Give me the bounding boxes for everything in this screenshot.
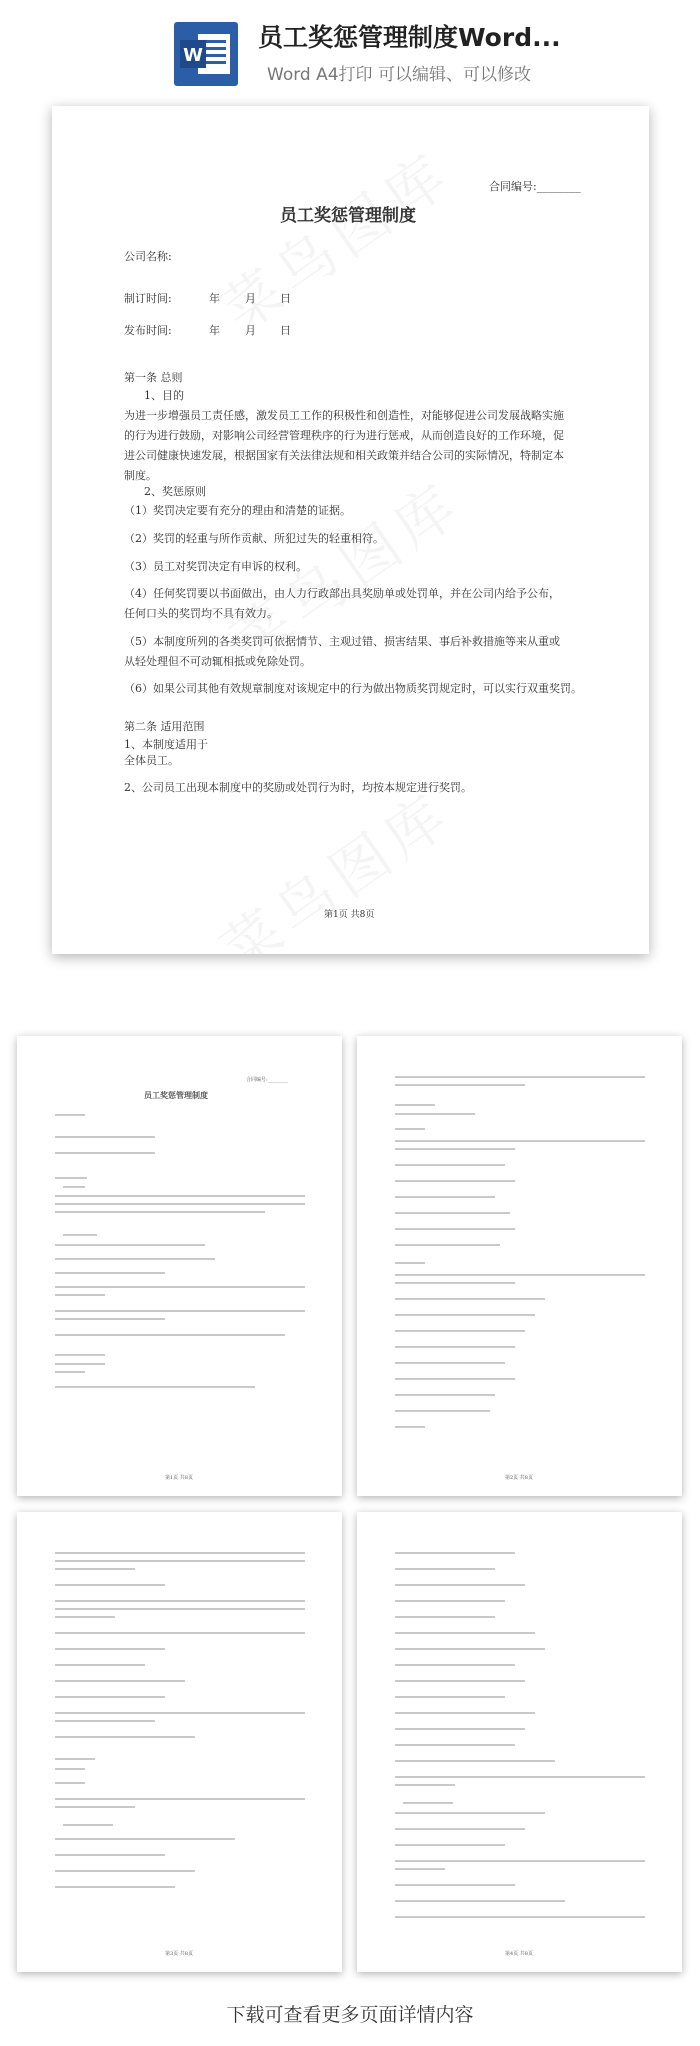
month-label: 月 xyxy=(245,324,256,337)
thumb-page-number: 第2页 共8页 xyxy=(505,1475,533,1481)
subsection-heading: 1、目的 xyxy=(144,389,184,402)
subsection-heading: 2、奖惩原则 xyxy=(144,485,206,498)
list-item: 1、本制度适用于 xyxy=(124,738,208,751)
thumb-contract-no: 合同编号:________ xyxy=(246,1077,288,1083)
thumb-title: 员工奖惩管理制度 xyxy=(144,1090,208,1100)
thumb-page-number: 第3页 共8页 xyxy=(165,1951,193,1957)
list-item: （2）奖罚的轻重与所作贡献、所犯过失的轻重相符。 xyxy=(124,532,384,545)
page-thumbnail-3 xyxy=(17,1512,342,1972)
list-item: （1）奖罚决定要有充分的理由和清楚的证据。 xyxy=(124,504,351,517)
company-name-label: 公司名称: xyxy=(124,250,172,263)
page-thumbnail-2 xyxy=(357,1036,682,1496)
list-item: （4）任何奖罚要以书面做出，由人力行政部出具奖励单或处罚单，并在公司内给予公布，任何口头的奖罚均不具有效力。 xyxy=(124,587,560,620)
made-time-label: 制订时间: xyxy=(124,292,172,305)
publish-time-label: 发布时间: xyxy=(124,324,172,337)
watermark xyxy=(202,128,466,348)
document-title: 员工奖惩管理制度Word... xyxy=(258,23,561,52)
page-title: 员工奖惩管理制度 xyxy=(280,206,416,226)
header xyxy=(0,0,700,96)
watermark xyxy=(202,768,466,954)
list-item: （6）如果公司其他有效规章制度对该规定中的行为做出物质奖罚规定时，可以实行双重奖罚。 xyxy=(124,682,582,695)
list-item: 全体员工。 xyxy=(124,754,179,767)
svg-text:W: W xyxy=(183,45,203,66)
contract-number: 合同编号:________ xyxy=(489,180,581,193)
list-item: （5）本制度所列的各类奖罚可依据情节、主观过错、损害结果、事后补救措施等来从重或从轻处理但不可动辄相抵或免除处罚。 xyxy=(124,635,560,668)
thumb-page-number: 第1页 共8页 xyxy=(165,1475,193,1481)
download-more-text: 下载可查看更多页面详情内容 xyxy=(226,2004,474,2026)
thumb-page-number: 第4页 共8页 xyxy=(505,1951,533,1957)
month-label: 月 xyxy=(245,292,256,305)
document-page-preview xyxy=(52,106,649,954)
page-thumbnail-1 xyxy=(17,1036,342,1496)
page-thumbnail-4 xyxy=(357,1512,682,1972)
list-item: （3）员工对奖罚决定有申诉的权利。 xyxy=(124,560,307,573)
document-subtitle: Word A4打印 可以编辑、可以修改 xyxy=(267,65,531,85)
day-label: 日 xyxy=(280,324,291,337)
day-label: 日 xyxy=(280,292,291,305)
year-label: 年 xyxy=(209,292,220,305)
word-document-icon xyxy=(174,22,238,86)
list-item: 2、公司员工出现本制度中的奖励或处罚行为时，均按本规定进行奖罚。 xyxy=(124,781,472,794)
paragraph: 为进一步增强员工责任感，激发员工工作的积极性和创造性，对能够促进公司发展战略实施的行为进行鼓励，对影响公司经营管理秩序的行为进行惩戒，从而创造良好的工作环境，促进公司健康快速发展，根据国家有关法律法规和相关政策并结合公司的实际情况，特制定本制度。 xyxy=(124,409,564,482)
section-heading: 第一条 总则 xyxy=(124,371,183,384)
page-number: 第1页 共8页 xyxy=(324,910,375,920)
year-label: 年 xyxy=(209,324,220,337)
section-heading: 第二条 适用范围 xyxy=(124,720,205,733)
